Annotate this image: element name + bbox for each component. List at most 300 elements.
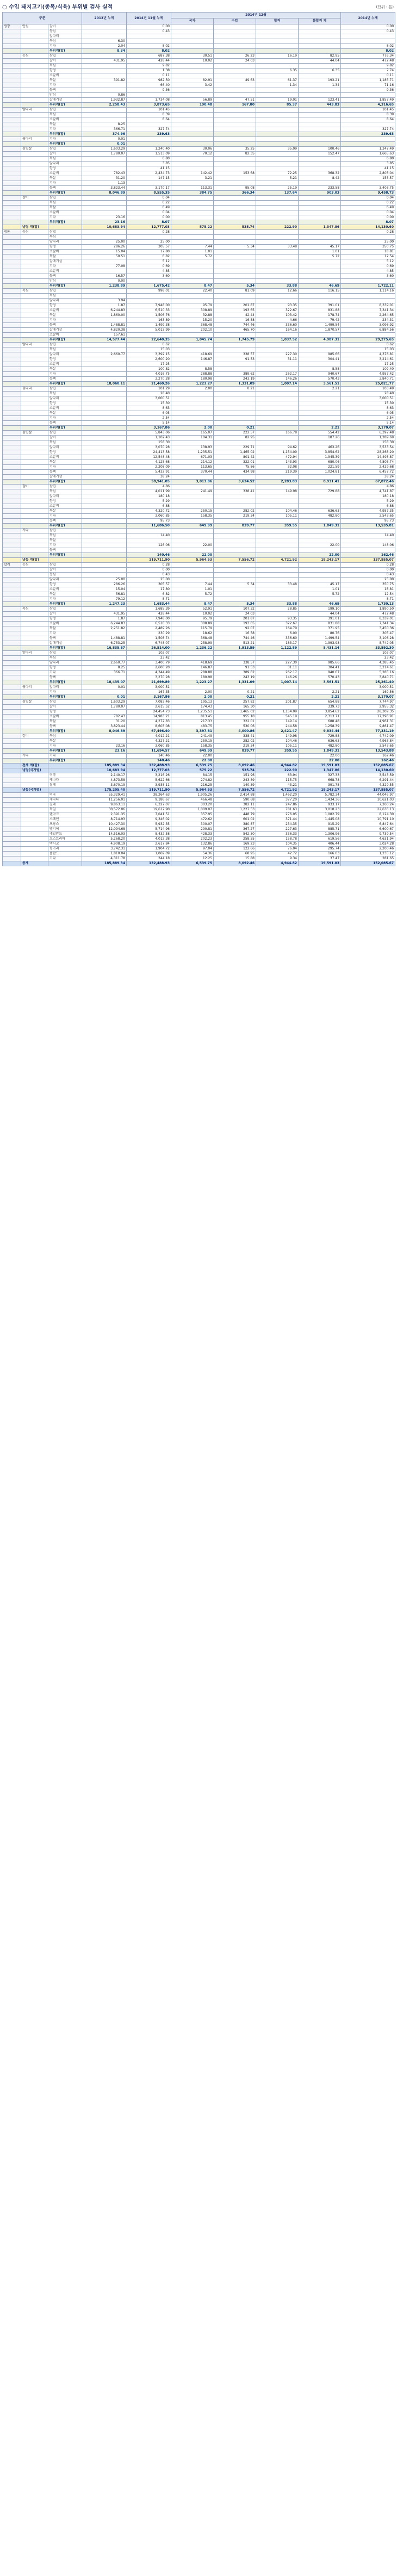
cell-value — [299, 421, 341, 426]
cell-category — [21, 856, 48, 861]
cell-category — [21, 367, 48, 372]
cell-value: 4,957.42 — [341, 372, 395, 377]
cell-storage — [3, 842, 21, 847]
cell-category — [21, 436, 48, 440]
cell-part: 소갈비 — [48, 587, 82, 592]
cell-value — [82, 69, 127, 73]
cell-value: 3,106.28 — [341, 636, 395, 641]
cell-category — [21, 98, 48, 103]
cell-category — [21, 206, 48, 210]
cell-value: 22.00 — [299, 553, 341, 558]
cell-value: 33.48 — [256, 245, 299, 250]
table-row — [3, 793, 395, 798]
cell-value — [299, 259, 341, 264]
cell-value: 6,539.75 — [171, 764, 214, 768]
cell-value — [214, 29, 256, 34]
cell-value: 132,488.93 — [127, 764, 171, 768]
cell-value — [299, 215, 341, 220]
cell-storage — [3, 196, 21, 201]
cell-storage — [3, 700, 21, 705]
cell-value: 1,730.13 — [341, 602, 395, 607]
cell-value: 7,041.51 — [127, 812, 171, 817]
cell-value — [214, 39, 256, 44]
cell-category: 갈비 — [21, 196, 48, 201]
cell-value — [171, 269, 214, 274]
cell-value: 0.28 — [341, 563, 395, 568]
cell-value — [256, 196, 299, 201]
cell-value: 100.46 — [299, 147, 341, 152]
cell-value: 7,556.72 — [214, 788, 256, 793]
cell-value: 115.75 — [256, 778, 299, 783]
cell-part: 부위계(합) — [48, 103, 82, 108]
total-row — [3, 225, 395, 230]
cell-value — [256, 333, 299, 338]
cell-value: 7,341.34 — [341, 622, 395, 626]
cell-value: 366.34 — [214, 191, 256, 196]
cell-value: 6,244.83 — [82, 622, 127, 626]
cell-part: 삼겹 — [48, 343, 82, 347]
cell-part: 등뼈 — [48, 323, 82, 328]
cell-value: 5.72 — [171, 255, 214, 259]
cell-value — [256, 137, 299, 142]
cell-value — [214, 250, 256, 255]
cell-value: 4,963.84 — [341, 739, 395, 744]
cell-value: 22,640.35 — [127, 338, 171, 343]
cell-storage — [3, 343, 21, 347]
table-row — [3, 450, 395, 455]
cell-value: 688.48 — [299, 719, 341, 724]
cell-value: 2,615.52 — [127, 705, 171, 710]
cell-value: 26.23 — [214, 54, 256, 59]
cell-part: 캐나다 — [48, 798, 82, 803]
cell-value: 668.78 — [299, 778, 341, 783]
cell-value: 19.01 — [256, 98, 299, 103]
cell-storage — [3, 421, 21, 426]
cell-value — [171, 127, 214, 132]
cell-value: 535.74 — [214, 225, 256, 230]
cell-value — [214, 568, 256, 573]
cell-value — [299, 411, 341, 416]
cell-category: 삼겹살 — [21, 700, 48, 705]
cell-value: 80.76 — [299, 631, 341, 636]
cell-value — [299, 181, 341, 186]
cell-value: 166.78 — [256, 431, 299, 436]
table-row — [3, 587, 395, 592]
subtotal-row — [3, 142, 395, 147]
cell-value: 222.57 — [214, 431, 256, 436]
cell-value: 1.01 — [171, 250, 214, 255]
cell-value: 157.61 — [82, 333, 127, 338]
cell-category — [21, 210, 48, 215]
cell-part: 삼겹 — [48, 607, 82, 612]
table-row — [3, 411, 395, 416]
cell-storage — [3, 646, 21, 651]
cell-storage — [3, 719, 21, 724]
cell-value: 813.45 — [171, 715, 214, 719]
cell-value: 359.55 — [256, 749, 299, 754]
cell-value — [171, 299, 214, 303]
cell-value: 3.60 — [127, 274, 171, 279]
cell-value — [214, 494, 256, 499]
cell-part: 항정 — [48, 582, 82, 587]
cell-value: 25,021.77 — [341, 382, 395, 387]
cell-category — [21, 622, 48, 626]
subtotal-row — [3, 729, 395, 734]
cell-value: 1,082.79 — [299, 812, 341, 817]
cell-value: 95.79 — [171, 303, 214, 308]
cell-storage — [3, 250, 21, 255]
cell-category — [21, 504, 48, 509]
cell-part: 삼겹 — [48, 431, 82, 436]
cell-value: 7.74 — [341, 69, 395, 73]
cell-value: 174.43 — [171, 705, 214, 710]
cell-value: 95.73 — [127, 519, 171, 524]
cell-value: 7,948.00 — [127, 303, 171, 308]
cell-value: 1,009.07 — [171, 808, 214, 812]
cell-part: 갈매기살 — [48, 98, 82, 103]
cell-storage — [3, 54, 21, 59]
cell-value: 4,957.35 — [341, 509, 395, 514]
cell-value — [256, 210, 299, 215]
cell-value — [256, 587, 299, 592]
cell-category — [21, 509, 48, 514]
cell-category — [21, 49, 48, 54]
cell-part: 항정 — [48, 450, 82, 455]
table-row — [3, 88, 395, 93]
cell-value: 0.11 — [127, 73, 171, 78]
cell-category: 안심 — [21, 24, 48, 29]
cell-value: 22.00 — [171, 754, 214, 759]
cell-category — [21, 347, 48, 352]
cell-value: 3,392.15 — [127, 352, 171, 357]
cell-value — [214, 157, 256, 162]
cell-value: 428.44 — [127, 612, 171, 617]
cell-value: 0.00 — [341, 568, 395, 573]
cell-value — [256, 421, 299, 426]
table-row — [3, 117, 395, 122]
cell-part: 삼겹 — [48, 147, 82, 152]
cell-value: 8,742.05 — [341, 641, 395, 646]
cell-value — [171, 206, 214, 210]
table-row — [3, 122, 395, 127]
table-row — [3, 514, 395, 519]
cell-value: 3,214.61 — [341, 357, 395, 362]
cell-part: 목심 — [48, 157, 82, 162]
cell-value: 8,432.58 — [127, 832, 171, 837]
cell-storage — [3, 284, 21, 289]
cell-value: 126.06 — [127, 543, 171, 548]
cell-value: 338.41 — [214, 734, 256, 739]
cell-storage — [3, 739, 21, 744]
cell-value: 4.86 — [341, 485, 395, 489]
cell-value: 16.58 — [214, 631, 256, 636]
table-row — [3, 548, 395, 553]
cell-category — [21, 181, 48, 186]
cell-value: 158.30 — [341, 440, 395, 445]
cell-part: 갈매기살 — [48, 328, 82, 333]
cell-part: 소갈비 — [48, 504, 82, 509]
table-row — [3, 837, 395, 842]
cell-value: 0.62 — [127, 343, 171, 347]
table-header — [3, 13, 395, 24]
cell-part: 목살 — [48, 460, 82, 465]
cell-value: 1.34 — [299, 83, 341, 88]
cell-value: 10.02 — [171, 59, 214, 64]
cell-category — [21, 646, 48, 651]
cell-value: 243.19 — [214, 377, 256, 382]
cell-value: 286.26 — [82, 245, 127, 250]
cell-value: 2.00 — [171, 690, 214, 695]
cell-value — [171, 485, 214, 489]
cell-value — [299, 240, 341, 245]
cell-value: 38.24 — [127, 475, 171, 480]
cell-value: 0.01 — [82, 695, 127, 700]
cell-storage — [3, 514, 21, 519]
cell-value — [299, 24, 341, 29]
cell-value: 70.12 — [171, 152, 214, 157]
cell-category: 목심 — [21, 607, 48, 612]
cell-value: 2,200.46 — [341, 847, 395, 852]
cell-part: 목심 — [48, 235, 82, 240]
cell-value: 22.00 — [299, 543, 341, 548]
cell-value — [82, 401, 127, 406]
cell-storage — [3, 313, 21, 318]
cell-value: 304.41 — [299, 666, 341, 671]
cell-part: 목살 — [48, 255, 82, 259]
cell-value: 0.00 — [341, 215, 395, 220]
table-row — [3, 24, 395, 29]
cell-value: 3,634.52 — [214, 480, 256, 485]
cell-value — [214, 162, 256, 166]
cell-value: 93.35 — [256, 303, 299, 308]
cell-value — [299, 533, 341, 538]
cell-value: 23.16 — [82, 220, 127, 225]
cell-value — [256, 401, 299, 406]
cell-value: 839.77 — [214, 749, 256, 754]
cell-part: 캐나다 — [48, 778, 82, 783]
cell-category — [21, 171, 48, 176]
cell-value: 322.67 — [256, 622, 299, 626]
cell-storage — [3, 162, 21, 166]
cell-value: 149.98 — [256, 489, 299, 494]
cell-storage — [3, 294, 21, 299]
cell-value — [82, 489, 127, 494]
cell-value — [256, 132, 299, 137]
cell-value — [299, 656, 341, 661]
cell-value: 933.17 — [299, 803, 341, 808]
cell-value: 680.06 — [299, 460, 341, 465]
cell-value — [256, 548, 299, 553]
cell-part: 갈비 — [48, 705, 82, 710]
cell-value: 6,600.67 — [341, 827, 395, 832]
cell-value: 575.22 — [171, 768, 214, 773]
cell-category — [21, 543, 48, 548]
cell-value: 5.72 — [299, 255, 341, 259]
cell-value — [299, 113, 341, 117]
cell-value — [82, 445, 127, 450]
cell-value: 729.88 — [299, 489, 341, 494]
cell-category — [21, 656, 48, 661]
table-row — [3, 210, 395, 215]
cell-value: 3,742.31 — [82, 847, 127, 852]
cell-value: 234.35 — [256, 822, 299, 827]
cell-value — [299, 573, 341, 578]
cell-value — [299, 235, 341, 240]
cell-value — [214, 421, 256, 426]
cell-value: 2,251.82 — [82, 626, 127, 631]
cell-value: 50.51 — [82, 255, 127, 259]
cell-value: 45.17 — [299, 582, 341, 587]
cell-value: 24.03 — [214, 612, 256, 617]
cell-value — [256, 568, 299, 573]
cell-value — [256, 201, 299, 206]
cell-value: 8.02 — [341, 49, 395, 54]
cell-value: 8.39 — [127, 113, 171, 117]
cell-part: 기타 — [48, 856, 82, 861]
cell-category — [21, 538, 48, 543]
cell-value: 0.04 — [127, 196, 171, 201]
cell-value — [299, 392, 341, 396]
cell-part: 기타 — [48, 181, 82, 186]
table-row — [3, 842, 395, 847]
cell-value: 1,890.50 — [341, 607, 395, 612]
cell-value: 3,561.51 — [299, 382, 341, 387]
cell-category — [21, 617, 48, 622]
cell-value — [256, 651, 299, 656]
cell-value — [299, 206, 341, 210]
cell-value — [341, 548, 395, 553]
cell-value: 162.46 — [341, 759, 395, 764]
cell-value: 14.40 — [127, 533, 171, 538]
cell-value — [82, 739, 127, 744]
cell-value: 0.69 — [127, 264, 171, 269]
cell-value: 482.80 — [299, 514, 341, 519]
cell-value: 0.21 — [214, 695, 256, 700]
cell-value: 1,499.54 — [299, 323, 341, 328]
cell-part: 부위계(합) — [48, 220, 82, 225]
cell-value: 104.35 — [256, 842, 299, 847]
cell-value: 5.21 — [256, 176, 299, 181]
cell-value: 101.45 — [341, 108, 395, 113]
cell-part: 안심 — [48, 279, 82, 284]
cell-storage — [3, 372, 21, 377]
cell-value: 5,964.53 — [171, 558, 214, 563]
cell-value: 105.11 — [256, 744, 299, 749]
cell-value: 368.48 — [171, 636, 214, 641]
subtotal-row — [3, 695, 395, 700]
cell-value: 23.42 — [127, 656, 171, 661]
cell-value: 5.12 — [127, 259, 171, 264]
cell-value: 8.47 — [171, 284, 214, 289]
cell-value: 542.30 — [214, 832, 256, 837]
cell-value — [214, 533, 256, 538]
cell-value: 18,243.17 — [299, 788, 341, 793]
cell-value: 3,216.26 — [127, 773, 171, 778]
table-row — [3, 817, 395, 822]
cell-value — [171, 24, 214, 29]
cell-value — [82, 533, 127, 538]
cell-value — [299, 343, 341, 347]
cell-category — [21, 455, 48, 460]
cell-value: 5,432.91 — [127, 470, 171, 475]
cell-category — [21, 73, 48, 78]
cell-value — [299, 362, 341, 367]
cell-value — [299, 201, 341, 206]
cell-storage — [3, 675, 21, 680]
cell-part: 앞다리 — [48, 494, 82, 499]
cell-value: 2.21 — [299, 695, 341, 700]
cell-value: 3,070.28 — [127, 445, 171, 450]
cell-storage — [3, 558, 21, 563]
cell-value: 25.00 — [127, 240, 171, 245]
cell-value — [171, 132, 214, 137]
cell-value — [82, 343, 127, 347]
cell-value: 9,739.54 — [341, 832, 395, 837]
cell-category — [21, 166, 48, 171]
cell-category — [21, 749, 48, 754]
cell-value: 1,462.20 — [256, 793, 299, 798]
cell-value — [82, 230, 127, 235]
cell-value: 158.30 — [127, 440, 171, 445]
cell-value — [256, 347, 299, 352]
cell-value — [82, 210, 127, 215]
cell-value: 54.36 — [171, 852, 214, 856]
table-row — [3, 710, 395, 715]
cell-value — [171, 264, 214, 269]
cell-category — [21, 671, 48, 675]
cell-value: 4,944.82 — [256, 861, 299, 866]
cell-category: 삼겹살 — [21, 147, 48, 152]
cell-value: 0.86 — [82, 93, 127, 98]
cell-value: 250.15 — [171, 509, 214, 514]
cell-value — [82, 196, 127, 201]
cell-category — [21, 323, 48, 328]
cell-value: 113.31 — [171, 186, 214, 191]
cell-storage — [3, 69, 21, 73]
cell-value: 33,592.30 — [341, 646, 395, 651]
cell-category — [21, 69, 48, 73]
cell-value: 6.35 — [256, 69, 299, 73]
cell-storage — [3, 264, 21, 269]
table-row — [3, 582, 395, 587]
cell-value: 434.98 — [214, 470, 256, 475]
cell-value: 1,154.09 — [256, 450, 299, 455]
header-month-import: 수입 — [214, 18, 256, 24]
cell-value — [171, 578, 214, 582]
cell-storage — [3, 328, 21, 333]
cell-value — [214, 396, 256, 401]
cell-value — [171, 494, 214, 499]
table-row — [3, 83, 395, 88]
cell-category: 뒷다리 — [21, 387, 48, 392]
cell-value — [256, 690, 299, 695]
cell-value — [214, 117, 256, 122]
cell-value — [214, 411, 256, 416]
cell-value: 9,861.47 — [341, 724, 395, 729]
cell-value: 229.71 — [214, 445, 256, 450]
cell-category — [21, 44, 48, 49]
cell-value — [171, 548, 214, 553]
cell-value: 241.49 — [171, 734, 214, 739]
cell-value: 79.12 — [82, 597, 127, 602]
cell-value: 374.96 — [82, 132, 127, 137]
cell-category — [21, 426, 48, 431]
cell-value: 0.69 — [341, 264, 395, 269]
table-row — [3, 578, 395, 582]
cell-value: 94.62 — [256, 445, 299, 450]
cell-value: 0.00 — [127, 568, 171, 573]
cell-value: 8.25 — [82, 122, 127, 127]
